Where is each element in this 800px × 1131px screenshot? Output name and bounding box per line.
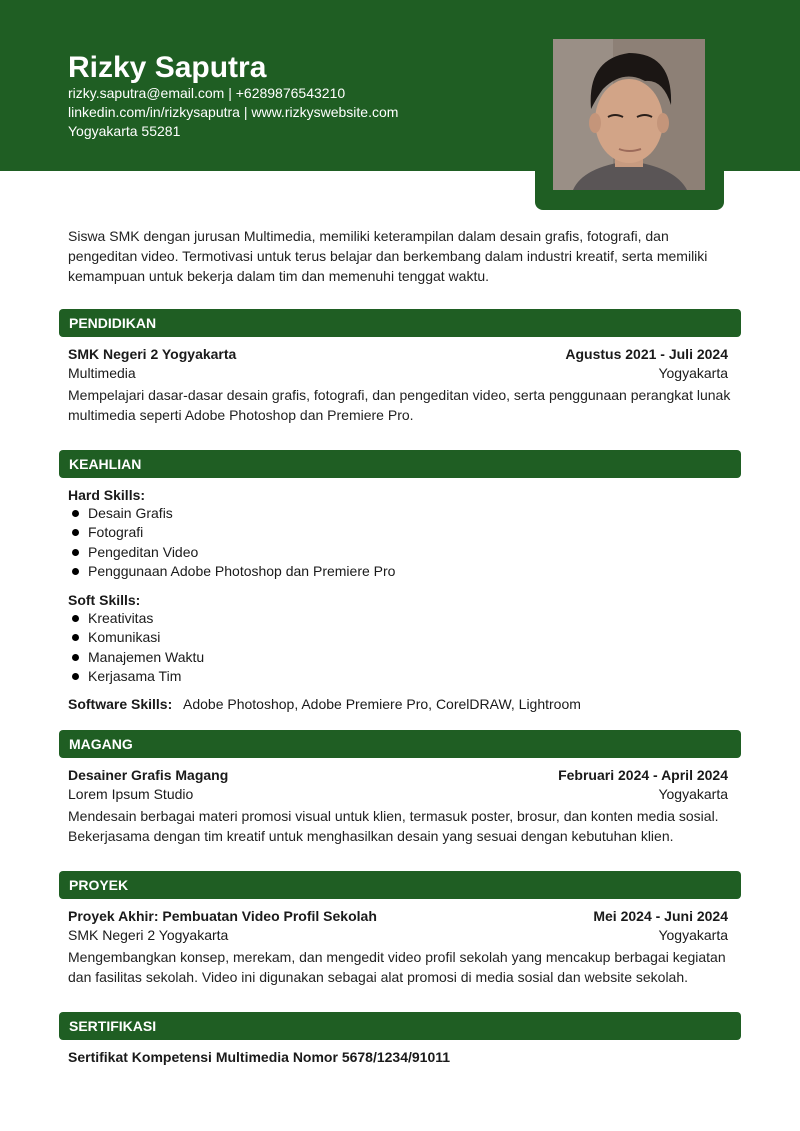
internship-description: Mendesain berbagai materi promosi visual untuk klien, termasuk poster, brosur, dan konten media sosial. Bekerjasama dengan tim kreatif untuk menghasilkan desain yang sesuai dengan kebutuhan klien. — [68, 808, 719, 844]
hard-skills-list — [68, 504, 395, 581]
list-item: Pengeditan Video — [68, 543, 395, 562]
project-name: Proyek Akhir: Pembuatan Video Profil Sekolah — [68, 908, 377, 924]
section-header-sertifikasi: SERTIFIKASI — [59, 1012, 741, 1040]
education-major: Multimedia — [68, 365, 136, 381]
section-header-magang: MAGANG — [59, 730, 741, 758]
profile-summary: Siswa SMK dengan jurusan Multimedia, memiliki keterampilan dalam desain grafis, fotografi, dan pengeditan video. Termotivasi untuk terus belajar dan berkembang dalam industri kreatif, serta memiliki kemampuan untuk bekerja dalam tim dan memenuhi tenggat waktu. — [68, 228, 708, 284]
list-item: Desain Grafis — [68, 504, 395, 523]
education-dates: Agustus 2021 - Juli 2024 — [565, 346, 728, 362]
section-header-proyek: PROYEK — [59, 871, 741, 899]
education-description: Mempelajari dasar-dasar desain grafis, fotografi, dan pengeditan video, serta penggunaan perangkat lunak multimedia seperti Adobe Photoshop dan Premiere Pro. — [68, 387, 731, 423]
soft-skills-label: Soft Skills: — [68, 592, 141, 608]
school-name: SMK Negeri 2 Yogyakarta — [68, 346, 237, 362]
section-header-pendidikan: PENDIDIKAN — [59, 309, 741, 337]
contact-links: linkedin.com/in/rizkysaputra | www.rizkyswebsite.com — [68, 104, 399, 120]
profile-photo — [553, 39, 705, 190]
section-header-keahlian: KEAHLIAN — [59, 450, 741, 478]
list-item: Fotografi — [68, 523, 395, 542]
portrait-illustration — [553, 39, 705, 190]
project-dates: Mei 2024 - Juni 2024 — [593, 908, 728, 924]
list-item: Kerjasama Tim — [68, 667, 204, 686]
contact-email-phone: rizky.saputra@email.com | +6289876543210 — [68, 85, 346, 101]
internship-company: Lorem Ipsum Studio — [68, 786, 194, 802]
list-item: Penggunaan Adobe Photoshop dan Premiere Pro — [68, 562, 395, 581]
contact-address: Yogyakarta 55281 — [68, 123, 181, 139]
software-skills-label: Software Skills: — [68, 696, 173, 712]
list-item: Komunikasi — [68, 628, 204, 647]
project-location: Yogyakarta — [658, 927, 728, 943]
software-skills-value: Adobe Photoshop, Adobe Premiere Pro, CorelDRAW, Lightroom — [183, 696, 581, 712]
internship-location: Yogyakarta — [658, 786, 728, 802]
project-description: Mengembangkan konsep, merekam, dan mengedit video profil sekolah yang mencakup berbagai kegiatan dan fasilitas sekolah. Video ini digunakan sebagai alat promosi di media sosial dan website sekolah. — [68, 949, 726, 985]
internship-dates: Februari 2024 - April 2024 — [558, 767, 728, 783]
list-item: Manajemen Waktu — [68, 648, 204, 667]
project-org: SMK Negeri 2 Yogyakarta — [68, 927, 229, 943]
certification-item: Sertifikat Kompetensi Multimedia Nomor 5678/1234/91011 — [68, 1049, 451, 1065]
education-location: Yogyakarta — [658, 365, 728, 381]
soft-skills-list — [68, 609, 204, 686]
list-item: Kreativitas — [68, 609, 204, 628]
hard-skills-label: Hard Skills: — [68, 487, 146, 503]
internship-role: Desainer Grafis Magang — [68, 767, 229, 783]
person-name: Rizky Saputra — [68, 51, 267, 84]
